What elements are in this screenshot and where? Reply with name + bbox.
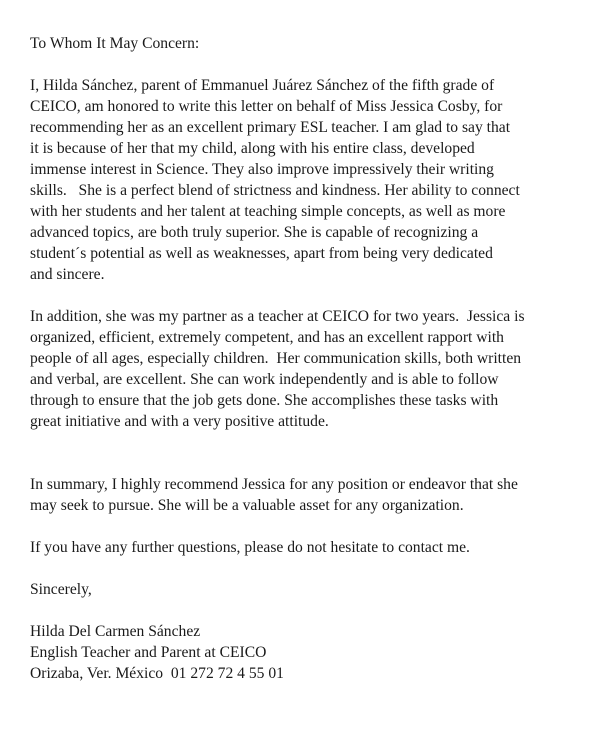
text-line: immense interest in Science. They also improve impressively their writing <box>30 161 494 178</box>
text-line: If you have any further questions, please do not hesitate to contact me. <box>30 539 470 556</box>
text-line: recommending her as an excellent primary ESL teacher. I am glad to say that <box>30 119 511 136</box>
text-line: I, Hilda Sánchez, parent of Emmanuel Juárez Sánchez of the fifth grade of <box>30 77 495 94</box>
letter-greeting: To Whom It May Concern: <box>30 35 200 52</box>
text-line: people of all ages, especially children. Her communication skills, both written <box>30 350 522 367</box>
signature-title: English Teacher and Parent at CEICO <box>30 644 267 661</box>
text-line: and verbal, are excellent. She can work independently and is able to follow <box>30 371 499 388</box>
text-line: may seek to pursue. She will be a valuable asset for any organization. <box>30 497 464 514</box>
letter-body <box>30 33 590 684</box>
text-line: it is because of her that my child, along with his entire class, developed <box>30 140 475 157</box>
text-line: CEICO, am honored to write this letter on behalf of Miss Jessica Cosby, for <box>30 98 503 115</box>
paragraph-contact <box>30 537 590 558</box>
text-line: skills. She is a perfect blend of strictness and kindness. Her ability to connect <box>30 182 520 199</box>
text-line: and sincere. <box>30 266 105 283</box>
signature-block <box>30 621 590 684</box>
letter-closing: Sincerely, <box>30 581 92 598</box>
text-line: In summary, I highly recommend Jessica for any position or endeavor that she <box>30 476 518 493</box>
text-line: organized, efficient, extremely competent, and has an excellent rapport with <box>30 329 504 346</box>
text-line: In addition, she was my partner as a teacher at CEICO for two years. Jessica is <box>30 308 525 325</box>
text-line: through to ensure that the job gets done. She accomplishes these tasks with <box>30 392 499 409</box>
text-line: advanced topics, are both truly superior. She is capable of recognizing a <box>30 224 479 241</box>
text-line: great initiative and with a very positive attitude. <box>30 413 329 430</box>
text-line: with her students and her talent at teaching simple concepts, as well as more <box>30 203 506 220</box>
signature-contact: Orizaba, Ver. México 01 272 72 4 55 01 <box>30 665 284 682</box>
signature-name: Hilda Del Carmen Sánchez <box>30 623 201 640</box>
paragraph-summary <box>30 474 590 516</box>
text-line: student´s potential as well as weaknesses, apart from being very dedicated <box>30 245 493 262</box>
paragraph-recommendation <box>30 75 590 285</box>
paragraph-partner <box>30 306 590 432</box>
